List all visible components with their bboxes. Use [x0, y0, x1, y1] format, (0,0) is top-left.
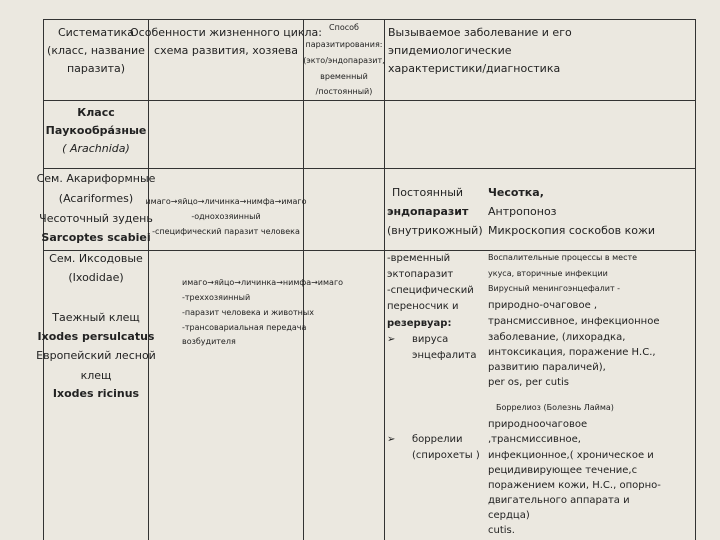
disease-text: развитию параличей),: [488, 362, 606, 373]
lyme-text: сердца): [488, 510, 530, 521]
mode-text: переносчик и: [387, 301, 459, 312]
disease-name: Чесотка,: [488, 186, 544, 199]
header-text: Вызываемое заболевание и его: [388, 26, 572, 39]
taxonomy-text: Европейский лесной: [36, 349, 156, 362]
taxonomy-text: Сем. Акариформные: [36, 172, 156, 185]
row-divider: [43, 250, 696, 251]
cycle-text: -специфический паразит человека: [152, 227, 300, 236]
taxonomy-text: Сем. Иксодовые: [49, 252, 143, 265]
class-label: Класс: [77, 106, 115, 119]
mode-text: вируса: [412, 334, 449, 345]
header-text: паразита): [66, 62, 126, 75]
class-latin: ( Arachnida): [62, 142, 130, 155]
cycle-text: имаго→яйцо→личинка→нимфа→имаго: [145, 197, 307, 206]
lyme-text: инфекционное,( хроническое и: [488, 450, 654, 461]
header-text: (класс, название: [47, 44, 145, 57]
cycle-text: -паразит человека и животных: [182, 308, 314, 317]
lyme-text: ,трансмиссивное,: [488, 434, 581, 445]
lyme-title: Боррелиоз (Болезнь Лайма): [496, 403, 614, 412]
cycle-text: имаго→яйцо→личинка→нимфа→имаго: [182, 278, 344, 287]
disease-text: трансмиссивное, инфекционное: [488, 316, 660, 327]
cycle-text: возбудителя: [182, 337, 236, 346]
mode-text: (внутрикожный): [387, 224, 483, 237]
column-divider: [384, 19, 385, 540]
taxonomy-text: (Ixodidae): [68, 271, 124, 284]
header-text: Систематика: [57, 26, 135, 39]
lyme-text: рецидивирующее течение,с: [488, 465, 638, 476]
header-text: Особенности жизненного цикла:: [130, 26, 322, 39]
bullet-icon: ➢: [387, 434, 396, 445]
mode-text: резервуар:: [387, 318, 452, 329]
row-divider: [43, 168, 696, 169]
disease-text: Вирусный менингоэнцефалит -: [488, 284, 621, 293]
disease-text: заболевание, (лихорадка,: [488, 332, 626, 343]
disease-text: Антропоноз: [488, 205, 557, 218]
lyme-text: природноочаговое: [488, 419, 588, 430]
row-divider: [43, 100, 696, 101]
cycle-text: -трансовариальная передача: [182, 323, 307, 332]
taxonomy-text: Таежный клещ: [52, 311, 140, 324]
mode-text: (спирохеты ): [412, 450, 480, 461]
class-name: Паукообра́зные: [45, 124, 147, 137]
mode-text: Постоянный: [392, 186, 464, 199]
disease-text: per os, per cutis: [488, 377, 570, 388]
cycle-text: -однохозяинный: [191, 212, 261, 221]
header-text: (экто/эндопаразит,: [303, 56, 385, 65]
mode-text: боррелии: [412, 434, 463, 445]
disease-text: Воспалительные процессы в месте: [488, 253, 638, 262]
disease-text: укуса, вторичные инфекции: [488, 269, 608, 278]
header-text: паразитирования:: [305, 40, 383, 49]
disease-text: Микроскопия соскобов кожи: [488, 224, 655, 237]
mode-text: -временный: [387, 253, 451, 264]
disease-text: природно-очаговое ,: [488, 300, 598, 311]
lyme-text: поражением кожи, Н.С., опорно-: [488, 480, 661, 491]
table-border: [695, 19, 696, 540]
mode-text: эндопаразит: [387, 205, 469, 218]
taxonomy-text: (Acariformes): [58, 192, 134, 205]
table-border: [43, 19, 44, 540]
species-name: Ixodes ricinus: [52, 387, 140, 400]
lyme-text: двигательного аппарата и: [488, 495, 630, 506]
bullet-icon: ➢: [387, 334, 396, 345]
header-text: схема развития, хозяева: [154, 44, 298, 57]
mode-text: эктопаразит: [387, 269, 454, 280]
species-name: Sarcoptes scabiei: [41, 231, 151, 244]
taxonomy-text: клещ: [80, 369, 112, 382]
table-border: [43, 19, 696, 20]
header-text: характеристики/диагностика: [388, 62, 561, 75]
mode-text: энцефалита: [412, 350, 477, 361]
header-text: временный: [320, 72, 368, 81]
column-divider: [148, 19, 149, 540]
mode-text: -специфический: [387, 285, 474, 296]
taxonomy-text: Чесоточный зудень: [39, 212, 153, 225]
cycle-text: -треххозяинный: [182, 293, 251, 302]
disease-text: интоксикация, поражение Н.С.,: [488, 347, 656, 358]
header-text: эпидемиологические: [388, 44, 512, 57]
header-text: /постоянный): [315, 87, 373, 96]
species-name: Ixodes persulcatus: [37, 330, 155, 343]
header-text: Способ: [329, 23, 359, 32]
lyme-text: cutis.: [488, 525, 515, 536]
